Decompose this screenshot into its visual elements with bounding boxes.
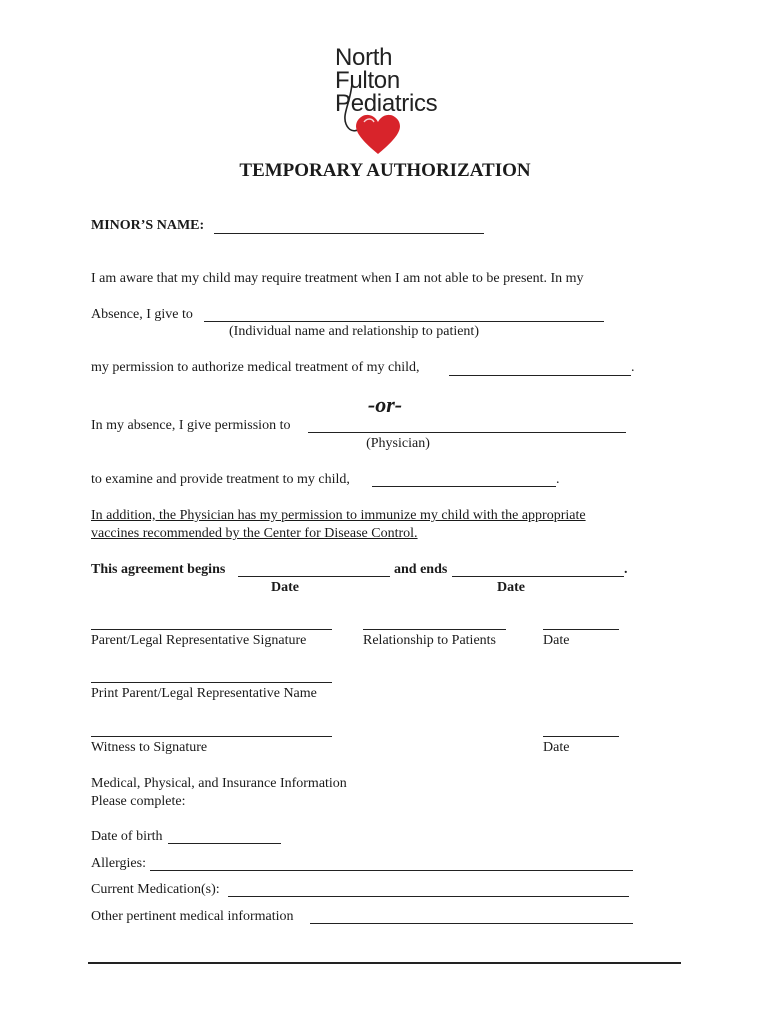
allergies-label: Allergies: <box>91 856 146 871</box>
minor-name-label: MINOR’S NAME: <box>91 218 205 233</box>
agreement-begins: This agreement begins <box>91 562 226 577</box>
witness-date-field[interactable] <box>543 736 619 737</box>
medical-heading: Medical, Physical, and Insurance Information <box>91 776 347 791</box>
print-name-field[interactable] <box>91 682 332 683</box>
logo-line-1: North <box>335 44 393 71</box>
bottom-divider <box>88 962 681 964</box>
individual-name-field[interactable] <box>204 321 604 322</box>
begin-date-caption: Date <box>271 580 299 595</box>
relationship-label: Relationship to Patients <box>363 633 496 648</box>
physician-caption: (Physician) <box>366 436 430 451</box>
end-date-field[interactable] <box>452 576 624 577</box>
end-date-caption: Date <box>497 580 525 595</box>
allergies-field[interactable] <box>150 870 633 871</box>
relationship-field[interactable] <box>363 629 506 630</box>
witness-signature-field[interactable] <box>91 736 332 737</box>
parent-signature-label: Parent/Legal Representative Signature <box>91 633 307 648</box>
individual-caption: (Individual name and relationship to patient) <box>229 324 479 339</box>
physician-name-field[interactable] <box>308 432 626 433</box>
parent-signature-field[interactable] <box>91 629 332 630</box>
dob-label: Date of birth <box>91 829 163 844</box>
signature-date-field[interactable] <box>543 629 619 630</box>
date-label-1: Date <box>543 633 570 648</box>
logo-line-3: Pediatrics <box>335 90 438 117</box>
physician-prefix: In my absence, I give permission to <box>91 418 291 433</box>
examine-text: to examine and provide treatment to my child, <box>91 472 350 487</box>
page-title: TEMPORARY AUTHORIZATION <box>239 160 531 181</box>
permission-text: my permission to authorize medical treatment of my child, <box>91 360 420 375</box>
other-info-field[interactable] <box>310 923 633 924</box>
please-complete: Please complete: <box>91 794 186 809</box>
or-divider: -or- <box>367 392 403 417</box>
logo-line-2: Fulton <box>335 67 400 94</box>
period-1: . <box>631 360 635 375</box>
witness-label: Witness to Signature <box>91 740 208 755</box>
other-info-label: Other pertinent medical information <box>91 909 294 924</box>
period-2: . <box>556 472 560 487</box>
agreement-ends: and ends <box>394 562 448 577</box>
print-name-label: Print Parent/Legal Representative Name <box>91 686 317 701</box>
child-name-field-2[interactable] <box>372 486 556 487</box>
absence-prefix: Absence, I give to <box>91 307 193 322</box>
practice-logo <box>330 44 460 164</box>
child-name-field-1[interactable] <box>449 375 631 376</box>
stethoscope-heart-icon <box>330 44 460 164</box>
dob-field[interactable] <box>168 843 281 844</box>
medications-label: Current Medication(s): <box>91 882 220 897</box>
medications-field[interactable] <box>228 896 629 897</box>
aware-text: I am aware that my child may require treatment when I am not able to be present. In my <box>91 271 584 286</box>
minor-name-field[interactable] <box>214 233 484 234</box>
immunize-line-1: In addition, the Physician has my permission to immunize my child with the appropriate <box>91 508 586 523</box>
date-label-2: Date <box>543 740 570 755</box>
period-3: . <box>624 562 628 577</box>
begin-date-field[interactable] <box>238 576 390 577</box>
immunize-line-2: vaccines recommended by the Center for Disease Control. <box>91 526 418 541</box>
